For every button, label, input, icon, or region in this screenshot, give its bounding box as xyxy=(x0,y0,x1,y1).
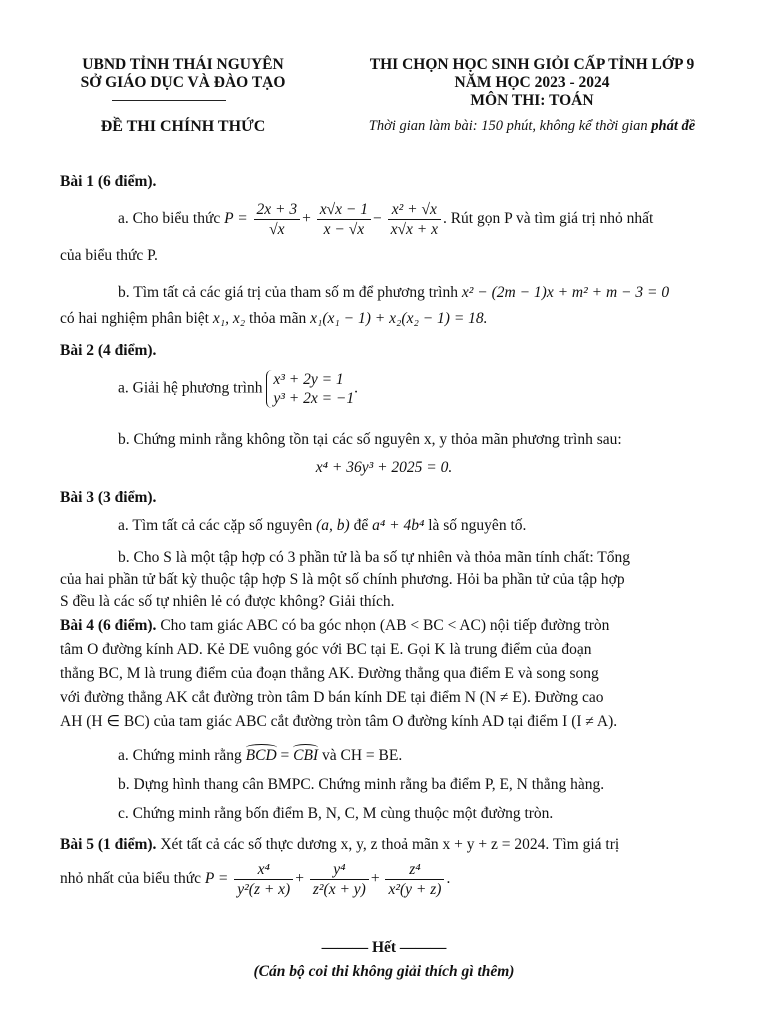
bai2-b: b. Chứng minh rằng không tồn tại các số nguyên x, y thỏa mãn phương trình sau: xyxy=(118,431,622,448)
official-label: ĐỀ THI CHÍNH THỨC xyxy=(100,118,266,135)
end-mark: ——— Hết ——— xyxy=(321,939,447,956)
fraction-1: $\frac{2x + 3}{√x}$ xyxy=(254,200,301,239)
bai4-line1: Bài 4 (6 điểm). Cho tam giác ABC có ba góc nhọn (AB < BC < AC) nội tiếp đường tròn xyxy=(60,617,610,634)
bai4-line2: tâm O đường kính AD. Kẻ DE vuông góc với BC tại E. Gọi K là trung điểm của đoạn xyxy=(60,641,592,658)
school-year: NĂM HỌC 2023 - 2024 xyxy=(454,74,610,91)
subject: MÔN THI: TOÁN xyxy=(470,92,594,109)
exam-title: THI CHỌN HỌC SINH GIỎI CẤP TỈNH LỚP 9 xyxy=(369,56,695,73)
province-committee: UBND TỈNH THÁI NGUYÊN xyxy=(82,56,284,73)
bai3-b-line2: của hai phần tử bất kỳ thuộc tập hợp S là một số chính phương. Hỏi ba phần tử của tập hợp xyxy=(60,571,625,588)
bai1-title: Bài 1 (6 điểm). xyxy=(60,173,157,190)
bai5-line2: nhỏ nhất của biểu thức P = $\frac{\text{x⁴}}{\text{y²(z + x)}}$ + $\frac{\text{y⁴}}{\text{z²(x + y)}}$ + $\frac{\text{z⁴}}{\text{x²(y + z)}}$ . xyxy=(60,861,451,898)
bai2-title: Bài 2 (4 điểm). xyxy=(60,342,157,359)
arc-cbi: CBI xyxy=(293,747,318,764)
equation-system: x³ + 2y = 1 y³ + 2x = −1 xyxy=(266,370,354,408)
arc-bcd: BCD xyxy=(246,747,277,764)
bai3-a: a. Tìm tất cả các cặp số nguyên (a, b) để a⁴ + 4b⁴ là số nguyên tố. xyxy=(118,517,527,534)
fraction-g3: $\frac{\text{z⁴}}{\text{x²(y + z)}}$ xyxy=(385,860,444,899)
bai4-b: b. Dựng hình thang cân BMPC. Chứng minh rằng ba điểm P, E, N thẳng hàng. xyxy=(118,776,605,793)
bai3-b-line1: b. Cho S là một tập hợp có 3 phần tử là ba số tự nhiên và thỏa mãn tính chất: Tổng xyxy=(118,549,631,566)
fraction-3: $\frac{\text{x² + √x}}{x√x + x}$ xyxy=(388,200,441,239)
bai1-b-line2: có hai nghiệm phân biệt x₁, x₂ thỏa mãn x₁(x₁ − 1) + x₂(x₂ − 1) = 18. xyxy=(60,310,488,327)
bai4-line5: AH (H ∈ BC) của tam giác ABC cắt đường tròn tâm O đường kính AD tại điểm I (I ≠ A). xyxy=(60,713,618,730)
bai1-b: b. Tìm tất cả các giá trị của tham số m để phương trình x² − (2m − 1)x + m² + m − 3 = 0 xyxy=(118,284,670,301)
bai1-a: a. Cho biểu thức P = $\frac{2x + 3}{√x}$ + $\frac{x√x - 1}{x - √x}$ − $\frac{\text{x² + √x}}{x√x + x}$ . Rút gọn P và tìm giá trị nhỏ nhất xyxy=(118,201,654,238)
fraction-g1: $\frac{\text{x⁴}}{\text{y²(z + x)}}$ xyxy=(234,860,293,899)
department-name: SỞ GIÁO DỤC VÀ ĐÀO TẠO xyxy=(80,74,286,91)
time-note: Thời gian làm bài: 150 phút, không kể thời gian phát đề xyxy=(368,118,696,134)
fraction-g2: $\frac{\text{y⁴}}{\text{z²(x + y)}}$ xyxy=(310,860,369,899)
bai4-line3: thẳng BC, M là trung điểm của đoạn thẳng AK. Đường thẳng qua điểm E và song song xyxy=(60,665,599,682)
header-right xyxy=(322,56,742,110)
bai4-c: c. Chứng minh rằng bốn điểm B, N, C, M cùng thuộc một đường tròn. xyxy=(118,805,554,822)
bai3-b-line3: S đều là các số tự nhiên lẻ có được không? Giải thích. xyxy=(60,593,395,610)
fraction-2: $\frac{x√x - 1}{x - √x}$ xyxy=(317,200,371,239)
bai4-line4: với đường thẳng AK cắt đường tròn tâm D bán kính DE tại điểm N (N ≠ E). Đường cao xyxy=(60,689,604,706)
bai4-a: a. Chứng minh rằng BCD = CBI và CH = BE. xyxy=(118,746,402,766)
header-left xyxy=(38,56,328,92)
bai5-line1: Bài 5 (1 điểm). Xét tất cả các số thực dương x, y, z thoả mãn x + y + z = 2024. Tìm giá trị xyxy=(60,836,620,853)
bai3-title: Bài 3 (3 điểm). xyxy=(60,489,157,506)
header-divider xyxy=(112,100,226,101)
bai2-a: a. Giải hệ phương trình x³ + 2y = 1 y³ + 2x = −1 . xyxy=(118,371,358,407)
bai1-a-line2: của biểu thức P. xyxy=(60,247,158,264)
proctor-note: (Cán bộ coi thi không giải thích gì thêm) xyxy=(253,963,515,980)
bai2-b-equation: x⁴ + 36y³ + 2025 = 0. xyxy=(315,459,453,476)
